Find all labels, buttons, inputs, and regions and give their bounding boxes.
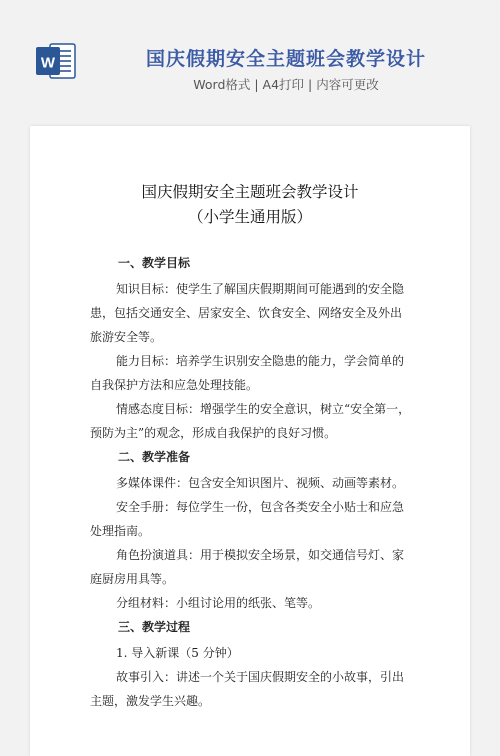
section-heading: 二、教学准备 — [118, 450, 191, 464]
paragraph-line: 知识目标：使学生了解国庆假期期间可能遇到的安全隐 — [116, 282, 405, 296]
svg-text:W: W — [40, 54, 56, 72]
paragraph-line: 能力目标：培养学生识别安全隐患的能力，学会简单的 — [116, 354, 405, 368]
paragraph-line: 患，包括交通安全、居家安全、饮食安全、网络安全及外出 — [90, 306, 403, 320]
document-page — [30, 126, 470, 756]
banner-subtitle: Word格式 | A4打印 | 内容可更改 — [193, 77, 379, 92]
word-icon — [36, 42, 76, 80]
paragraph-line: 主题，激发学生兴趣。 — [90, 694, 211, 708]
document-subtitle: （小学生通用版） — [187, 208, 312, 226]
paragraph-line: 自我保护方法和应急处理技能。 — [90, 378, 259, 392]
section-heading: 一、教学目标 — [118, 256, 191, 270]
paragraph-line: 庭厨房用具等。 — [90, 572, 175, 586]
paragraph-line: 旅游安全等。 — [90, 330, 163, 344]
document-title: 国庆假期安全主题班会教学设计 — [141, 183, 359, 201]
paragraph-line: 预防为主”的观念，形成自我保护的良好习惯。 — [90, 426, 337, 440]
paragraph-line: 安全手册：每位学生一份，包含各类安全小贴士和应急 — [116, 500, 405, 514]
list-item: 1. 导入新课（5 分钟） — [116, 646, 239, 660]
paragraph-line: 故事引入：讲述一个关于国庆假期安全的小故事，引出 — [116, 670, 405, 684]
banner-title: 国庆假期安全主题班会教学设计 — [145, 48, 426, 70]
paragraph-line: 多媒体课件：包含安全知识图片、视频、动画等素材。 — [116, 476, 405, 490]
paragraph-line: 分组材料：小组讨论用的纸张、笔等。 — [116, 596, 321, 610]
banner — [0, 0, 500, 110]
paragraph-line: 处理指南。 — [90, 524, 151, 538]
paragraph-line: 情感态度目标：增强学生的安全意识，树立“安全第一， — [116, 402, 411, 416]
paragraph-line: 角色扮演道具：用于模拟安全场景，如交通信号灯、家 — [116, 548, 405, 562]
section-heading: 三、教学过程 — [118, 620, 191, 634]
